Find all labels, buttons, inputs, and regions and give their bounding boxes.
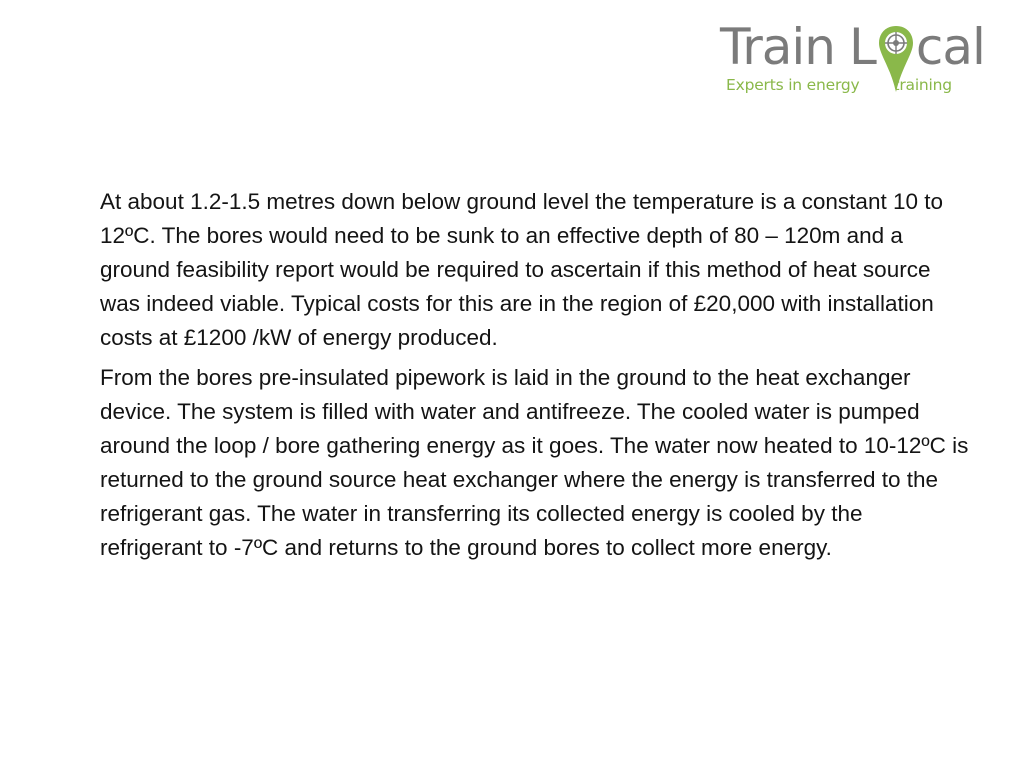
logo-tagline-left: Experts in energy <box>726 76 860 94</box>
paragraph-pipework-loop: From the bores pre-insulated pipework is laid in the ground to the heat exchanger device. The system is filled with water and antifreeze. The cooled water is pumped around the loop / bore gathering energy as it goes. The water now heated to 10-12ºC is returned to the ground source heat exchanger where the energy is transferred to the refrigerant gas. The water in transferring its collected energy is cooled by the refrigerant to -7ºC and returns to the ground bores to collect more energy. <box>100 365 969 560</box>
train-local-logo <box>720 18 985 105</box>
location-pin-icon <box>876 20 916 74</box>
paragraph-bores-depth: At about 1.2-1.5 metres down below ground level the temperature is a constant 10 to 12ºC. The bores would need to be sunk to an effective depth of 80 – 120m and a ground feasibility report would be required to ascertain if this method of heat source was indeed viable. Typical costs for this are in the region of £20,000 with installation costs at £1200 /kW of energy produced. <box>100 189 944 350</box>
logo-tagline-right: training <box>893 76 952 94</box>
logo-wordmark <box>720 20 985 74</box>
logo-word-train: Train <box>720 18 835 76</box>
logo-letter-l: L <box>848 18 876 76</box>
body-text <box>100 185 970 571</box>
logo-word-cal: cal <box>915 18 985 76</box>
logo-tagline <box>726 76 952 94</box>
